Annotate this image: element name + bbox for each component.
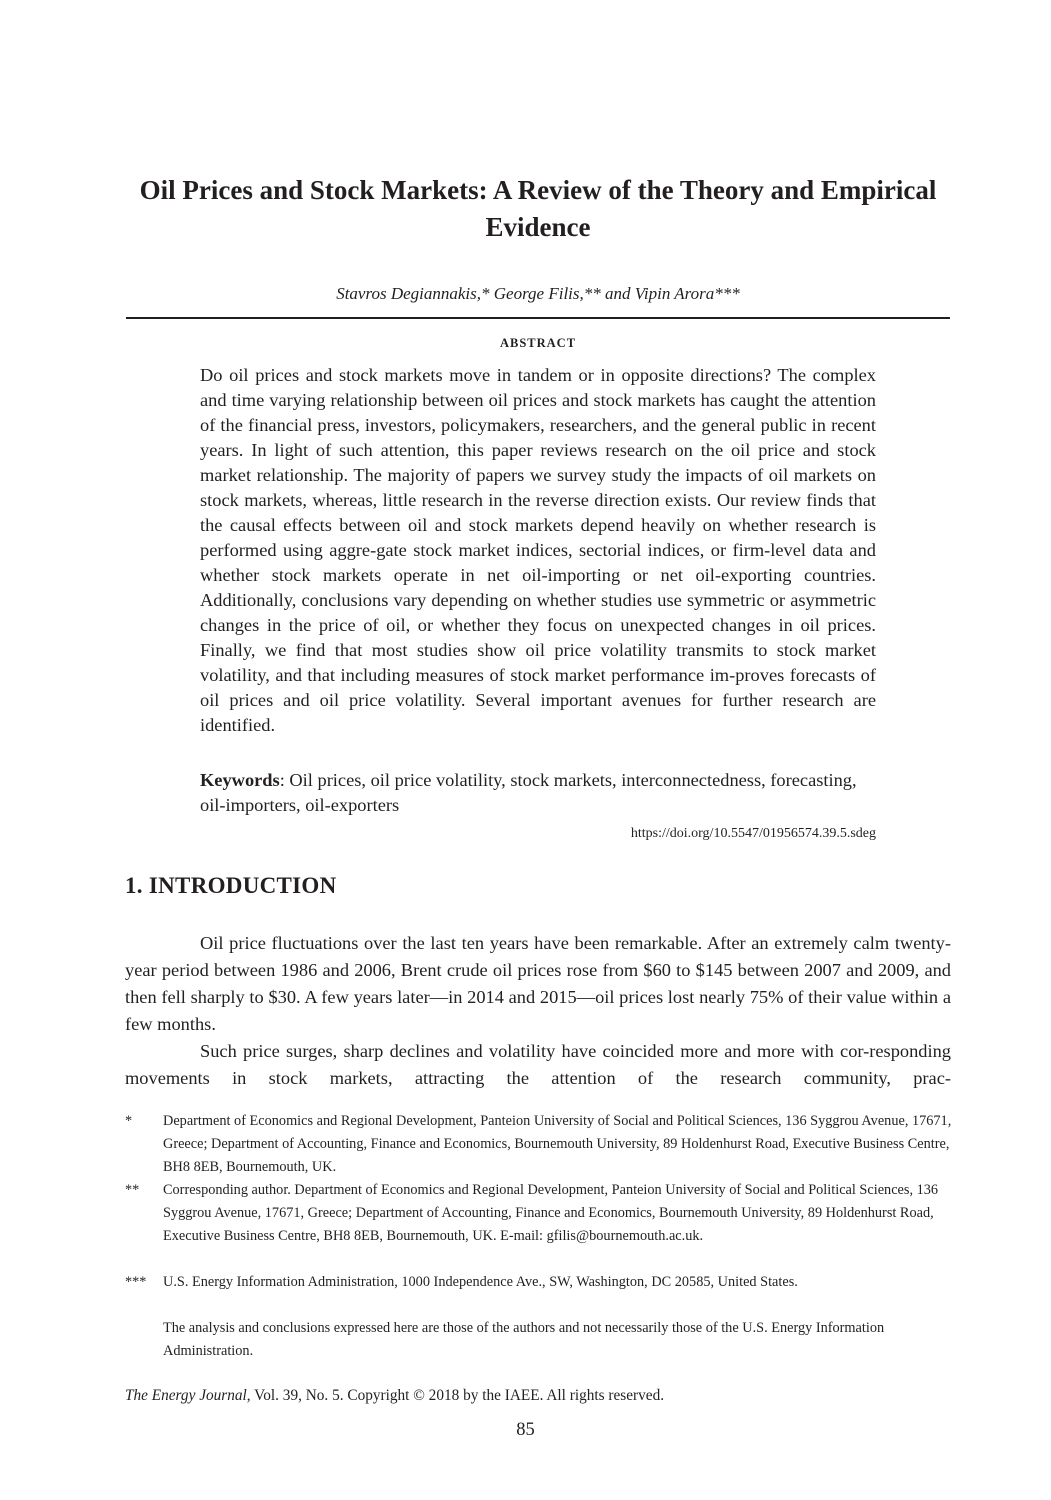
abstract-heading: ABSTRACT	[499, 336, 577, 350]
doi-link[interactable]: https://doi.org/10.5547/01956574.39.5.sdeg	[630, 826, 876, 841]
footnote-mark: **	[125, 1182, 140, 1198]
page-number: 85	[516, 1420, 535, 1440]
footnote-text: Department of Economics and Regional Development, Panteion University of Social and Political Sciences, 136 Syggrou Avenue, 17671, Greece; Department of Accounting, Finance and Economics, Bournemouth University, 89 Holdenhurst Road, Executive Business Centre, BH8 8EB, Bournemouth, UK.	[163, 1113, 952, 1175]
footnote-text: The analysis and conclusions expressed here are those of the authors and not necessarily those of the U.S. Energy Information Administration.	[163, 1320, 885, 1359]
footnote-mark: ***	[125, 1274, 147, 1290]
journal-name: The Energy Journal	[125, 1387, 247, 1404]
section-heading-introduction: 1. INTRODUCTION	[125, 873, 337, 898]
keywords-label: Keywords	[200, 770, 280, 790]
keywords	[200, 768, 876, 818]
author-list: Stavros Degiannakis,* George Filis,** and Vipin Arora***	[336, 284, 740, 303]
abstract-text: Do oil prices and stock markets move in tandem or in opposite directions? The complex and time varying relationship between oil prices and stock markets has caught the attention of the financial press, investors, policymakers, researchers, and the general public in recent years. In light of such attention, this paper reviews research on the oil price and stock market relationship. The majority of papers we survey study the impacts of oil markets on stock markets, whereas, little research in the reverse direction exists. Our review finds that the causal effects between oil and stock markets depend heavily on whether research is performed using aggre-gate stock market indices, sectorial indices, or firm-level data and whether stock markets operate in net oil-importing or net oil-exporting countries. Additionally, conclusions vary depending on whether studies use symmetric or asymmetric changes in the price of oil, or whether they focus on unexpected changes in oil prices. Finally, we find that most studies show oil price volatility transmits to stock market volatility, and that including measures of stock market performance im-proves forecasts of oil prices and oil price volatility. Several important avenues for further research are identified.	[200, 365, 876, 735]
keywords-text: : Oil prices, oil price volatility, stock markets, interconnectedness, forecasting, oil-importers, oil-exporters	[200, 770, 857, 815]
body-paragraph: Oil price fluctuations over the last ten years have been remarkable. After an extremely calm twenty-year period between 1986 and 2006, Brent crude oil prices rose from $60 to $145 between 2007 and 2009, and then fell sharply to $30. A few years later—in 2014 and 2015—oil prices lost nearly 75% of their value within a few months.	[125, 933, 951, 1034]
journal-citation	[125, 1386, 664, 1406]
header-divider	[126, 317, 950, 319]
body-paragraph: Such price surges, sharp declines and volatility have coincided more and more with cor-responding movements in stock markets, attracting the attention of the research community, prac-	[125, 1041, 951, 1088]
footnote-text: U.S. Energy Information Administration, 1000 Independence Ave., SW, Washington, DC 20585, United States.	[163, 1274, 798, 1290]
footnote-text: Corresponding author. Department of Economics and Regional Development, Panteion University of Social and Political Sciences, 136 Syggrou Avenue, 17671, Greece; Department of Accounting, Finance and Economics, Bournemouth University, 89 Holdenhurst Road, Executive Business Centre, BH8 8EB, Bournemouth, UK. E-mail: gfilis@bournemouth.ac.uk.	[163, 1182, 939, 1244]
footnote-mark: *	[125, 1113, 133, 1129]
journal-details: , Vol. 39, No. 5. Copyright © 2018 by the IAEE. All rights reserved.	[246, 1387, 665, 1404]
paper-title: Oil Prices and Stock Markets: A Review of the Theory and Empirical Evidence	[139, 175, 937, 242]
